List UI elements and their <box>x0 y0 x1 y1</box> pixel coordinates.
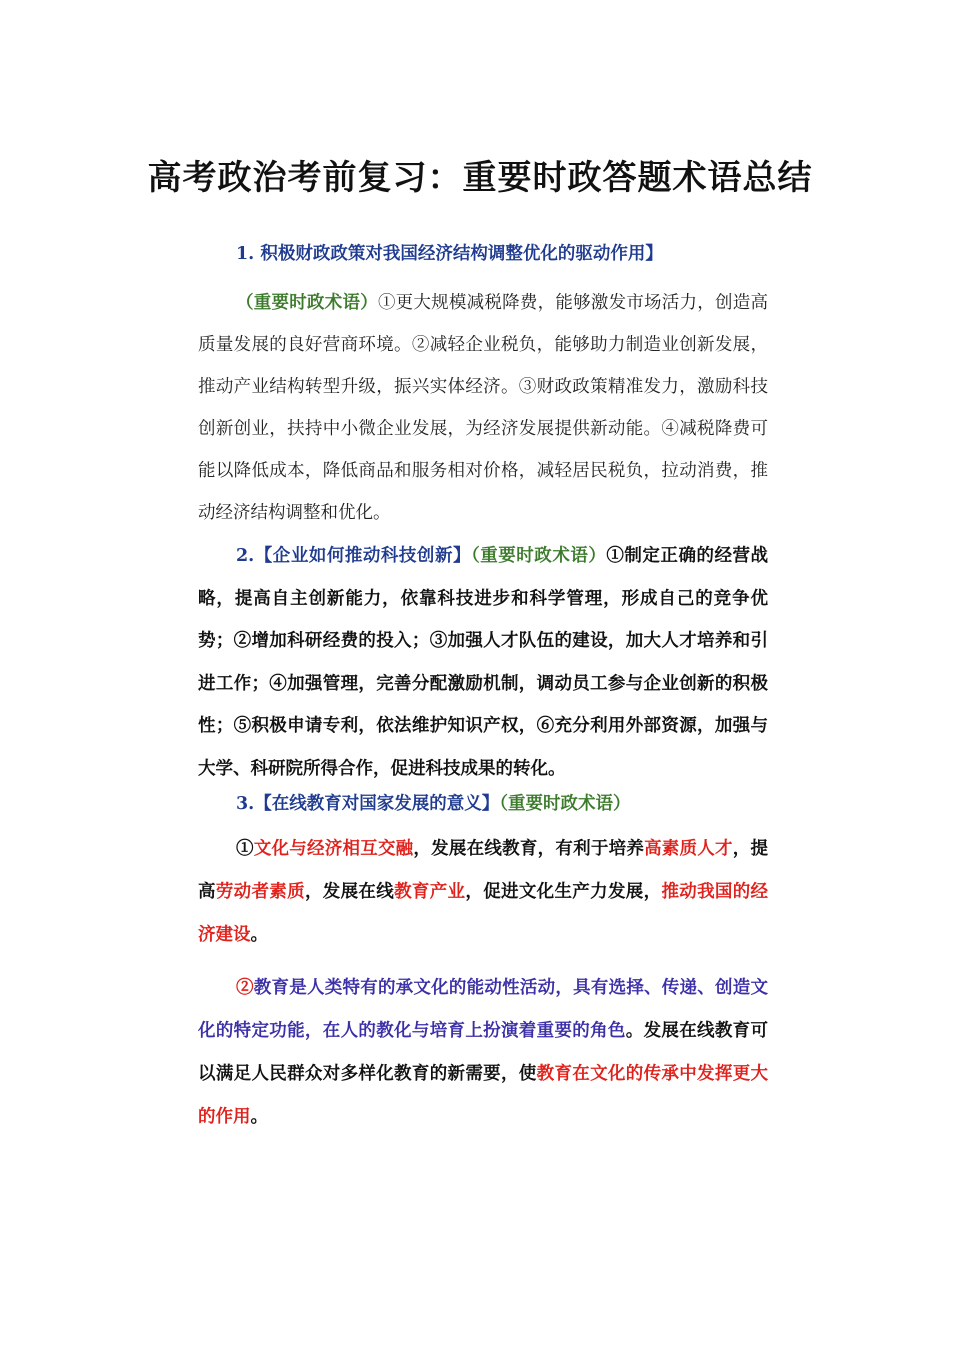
point-2-text-1: 。发展在线教育可以满足人民群众对多样化教育的新需要，使 <box>198 1021 769 1084</box>
section-2-paragraph <box>198 535 768 790</box>
section-3-heading: 3.【在线教育对国家发展的意义】 <box>236 794 500 814</box>
section-3-point-1 <box>198 828 768 957</box>
point-1-red-5: 推动我国的经济建设 <box>198 882 769 945</box>
page-title: 高考政治考前复习：重要时政答题术语总结 <box>147 158 813 198</box>
section-3-point-2 <box>198 967 768 1139</box>
section-2-text: ①制定正确的经营战略，提高自主创新能力，依靠科技进步和科学管理，形成自己的竞争优势；②增加科研经费的投入；③加强人才队伍的建设，加大人才培养和引进工作；④加强管理，完善分配激励机制，调动员工参与企业创新的积极性；⑤积极申请专利，依法维护知识产权，⑥充分利用外部资源，加强与大学、科研院所得合作，促进科技成果的转化。 <box>198 546 769 779</box>
point-1-text-2: ，提高 <box>198 839 769 902</box>
section-3-heading-line <box>198 790 768 818</box>
section-2-heading: 2.【企业如何推动科技创新】 <box>236 546 471 566</box>
point-2-number: ② <box>236 978 254 998</box>
point-1-text-4: ，促进文化生产力发展， <box>465 882 662 902</box>
point-2-text-2: 。 <box>250 1107 268 1127</box>
section-1-heading: 1. 积极财政政策对我国经济结构调整优化的驱动作用】 <box>236 244 663 264</box>
point-1-text-1: ，发展在线教育，有利于培养 <box>413 839 645 859</box>
point-1-text-3: ，发展在线 <box>304 882 395 902</box>
point-1-number: ① <box>236 839 254 859</box>
point-1-red-4: 教育产业 <box>394 882 466 902</box>
point-2-red-text: 教育在文化的传承中发挥更大的作用 <box>198 1064 769 1127</box>
section-2-tag: （重要时政术语） <box>470 546 607 566</box>
point-2-blue-text: 教育是人类特有的承文化的能动性活动，具有选择、传递、创造文化的特定功能，在人的教化与培育上扮演着重要的角色 <box>198 978 769 1041</box>
section-1-body <box>198 282 768 534</box>
section-1-tag: （重要时政术语） <box>236 293 378 313</box>
point-1-red-2: 高素质人才 <box>644 839 733 859</box>
point-1-red-3: 劳动者素质 <box>215 882 305 902</box>
point-1-text-5: 。 <box>250 925 268 945</box>
section-3-tag: （重要时政术语） <box>499 794 631 814</box>
section-1-text: ①更大规模减税降费，能够激发市场活力，创造高质量发展的良好营商环境。②减轻企业税负，能够助力制造业创新发展，推动产业结构转型升级，振兴实体经济。③财政政策精准发力，激励科技创新创业，扶持中小微企业发展，为经济发展提供新动能。④减税降费可能以降低成本，降低商品和服务相对价格，减轻居民税负，拉动消费，推动经济结构调整和优化。 <box>198 293 769 523</box>
point-1-red-1: 文化与经济相互交融 <box>253 839 414 859</box>
